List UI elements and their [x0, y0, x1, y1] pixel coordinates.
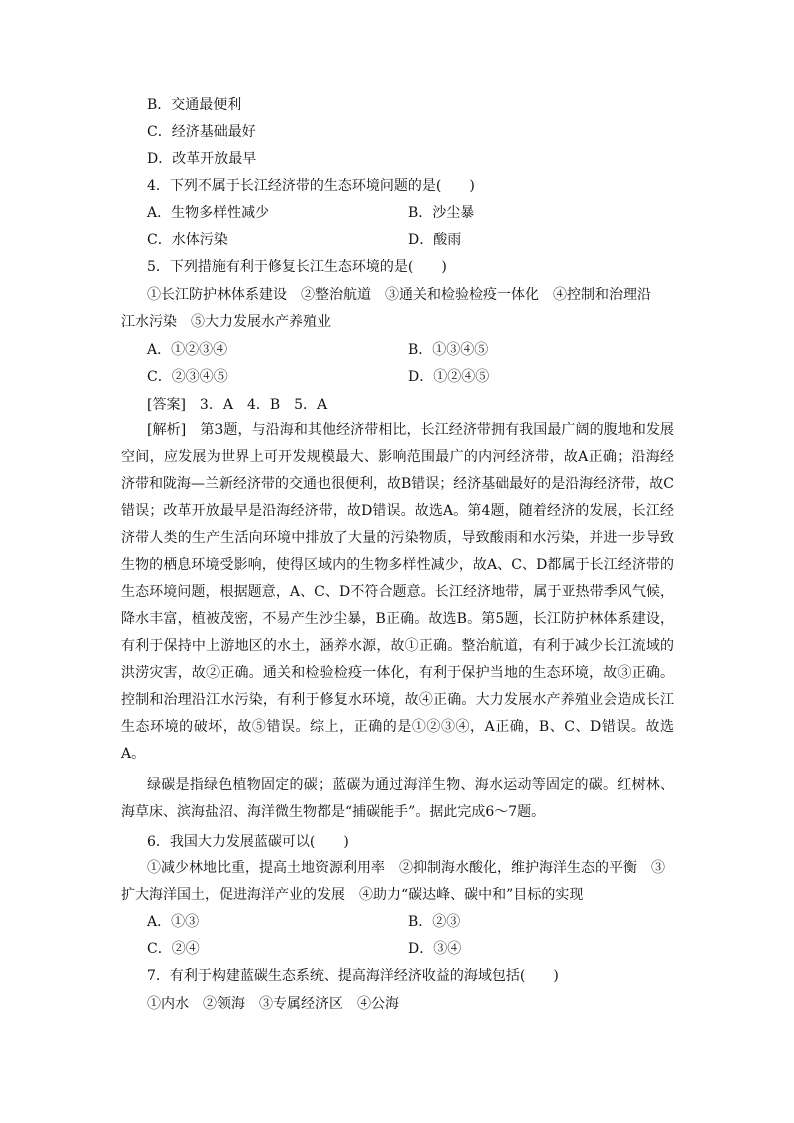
q7-stem: 7．有利于构建蓝碳生态系统、提高海洋经济收益的海域包括( ) — [147, 968, 559, 984]
q6-option-a: A．①③ — [147, 914, 200, 930]
q5-stem: 5．下列措施有利于修复长江生态环境的是( ) — [147, 259, 447, 275]
q6-items-line2: 扩大海洋国土，促进海洋产业的发展 ④助力“碳达峰、碳中和”目标的实现 — [121, 887, 584, 903]
answer-line — [147, 394, 327, 416]
analysis-label: [解析] — [147, 422, 187, 438]
q3-option-c: C．经济基础最好 — [147, 124, 256, 140]
q4-option-d: D．酸雨 — [408, 232, 462, 248]
q5-items-line1: ①长江防护林体系建设 ②整治航道 ③通关和检验检疫一体化 ④控制和治理沿 — [147, 287, 651, 303]
q4-option-a: A．生物多样性减少 — [147, 205, 270, 221]
answer-label: [答案] — [147, 397, 186, 413]
q5-items-line2: 江水污染 ⑤大力发展水产养殖业 — [121, 314, 331, 330]
analysis-text: 第3题，与沿海和其他经济带相比，长江经济带拥有我国最广阔的腹地和发展空间，应发展为世界上可开发规模最大、影响范围最广的内河经济带，故A正确；沿海经济带和陇海—兰新经济带的交通也很便利，故B错误；经济基础最好的是沿海经济带，故C错误；改革开放最早是沿海经济带，故D错误。故选A。第4题，随着经济的发展，长江经济带人类的生产生活向环境中排放了大量的污染物质，导致酸雨和水污染，并进一步导致生物的栖息环境受影响，使得区域内的生物多样性减少，故A、C、D都属于长江经济带的生态环境问题，根据题意，A、C、D不符合题意。长江经济地带，属于亚热带季风气候，降水丰富，植被茂密，不易产生沙尘暴，B正确。故选B。第5题，长江防护林体系建设，有利于保持中上游地区的水土，涵养水源，故①正确。整治航道，有利于减少长江流域的洪涝灾害，故②正确。通关和检验检疫一体化，有利于保护当地的生态环境，故③正确。控制和治理沿江水污染，有利于修复水环境，故④正确。大力发展水产养殖业会造成长江生态环境的破坏，故⑤错误。综上，正确的是①②③④，A正确，B、C、D错误。故选A。 — [121, 422, 674, 762]
q4-stem: 4．下列不属于长江经济带的生态环境问题的是( ) — [147, 178, 475, 194]
q3-option-d: D．改革开放最早 — [147, 151, 257, 167]
q6-option-c: C．②④ — [147, 941, 200, 957]
q5-option-c: C．②③④⑤ — [147, 369, 228, 385]
q5-option-b: B．①③④⑤ — [408, 342, 489, 358]
answer-text: 3．A 4．B 5．A — [185, 397, 328, 413]
q5-option-a: A．①②③④ — [147, 342, 228, 358]
q4-option-c: C．水体污染 — [147, 232, 228, 248]
q3-option-b: B．交通最便利 — [147, 97, 242, 113]
q6-stem: 6．我国大力发展蓝碳可以( ) — [147, 834, 349, 850]
q5-option-d: D．①②④⑤ — [408, 369, 490, 385]
q6-option-b: B．②③ — [408, 914, 461, 930]
q6-items-line1: ①减少林地比重，提高土地资源利用率 ②抑制海水酸化，维护海洋生态的平衡 ③ — [147, 860, 665, 876]
passage-paragraph: 绿碳是指绿色植物固定的碳；蓝碳为通过海洋生物、海水运动等固定的碳。红树林、海草床、滨海盐沼、海洋微生物都是“捕碳能手”。据此完成6～7题。 — [121, 777, 674, 820]
q4-option-b: B．沙尘暴 — [408, 205, 475, 221]
q7-items-line1: ①内水 ②领海 ③专属经济区 ④公海 — [147, 996, 399, 1012]
q6-option-d: D．③④ — [408, 941, 462, 957]
analysis-paragraph — [121, 417, 674, 768]
